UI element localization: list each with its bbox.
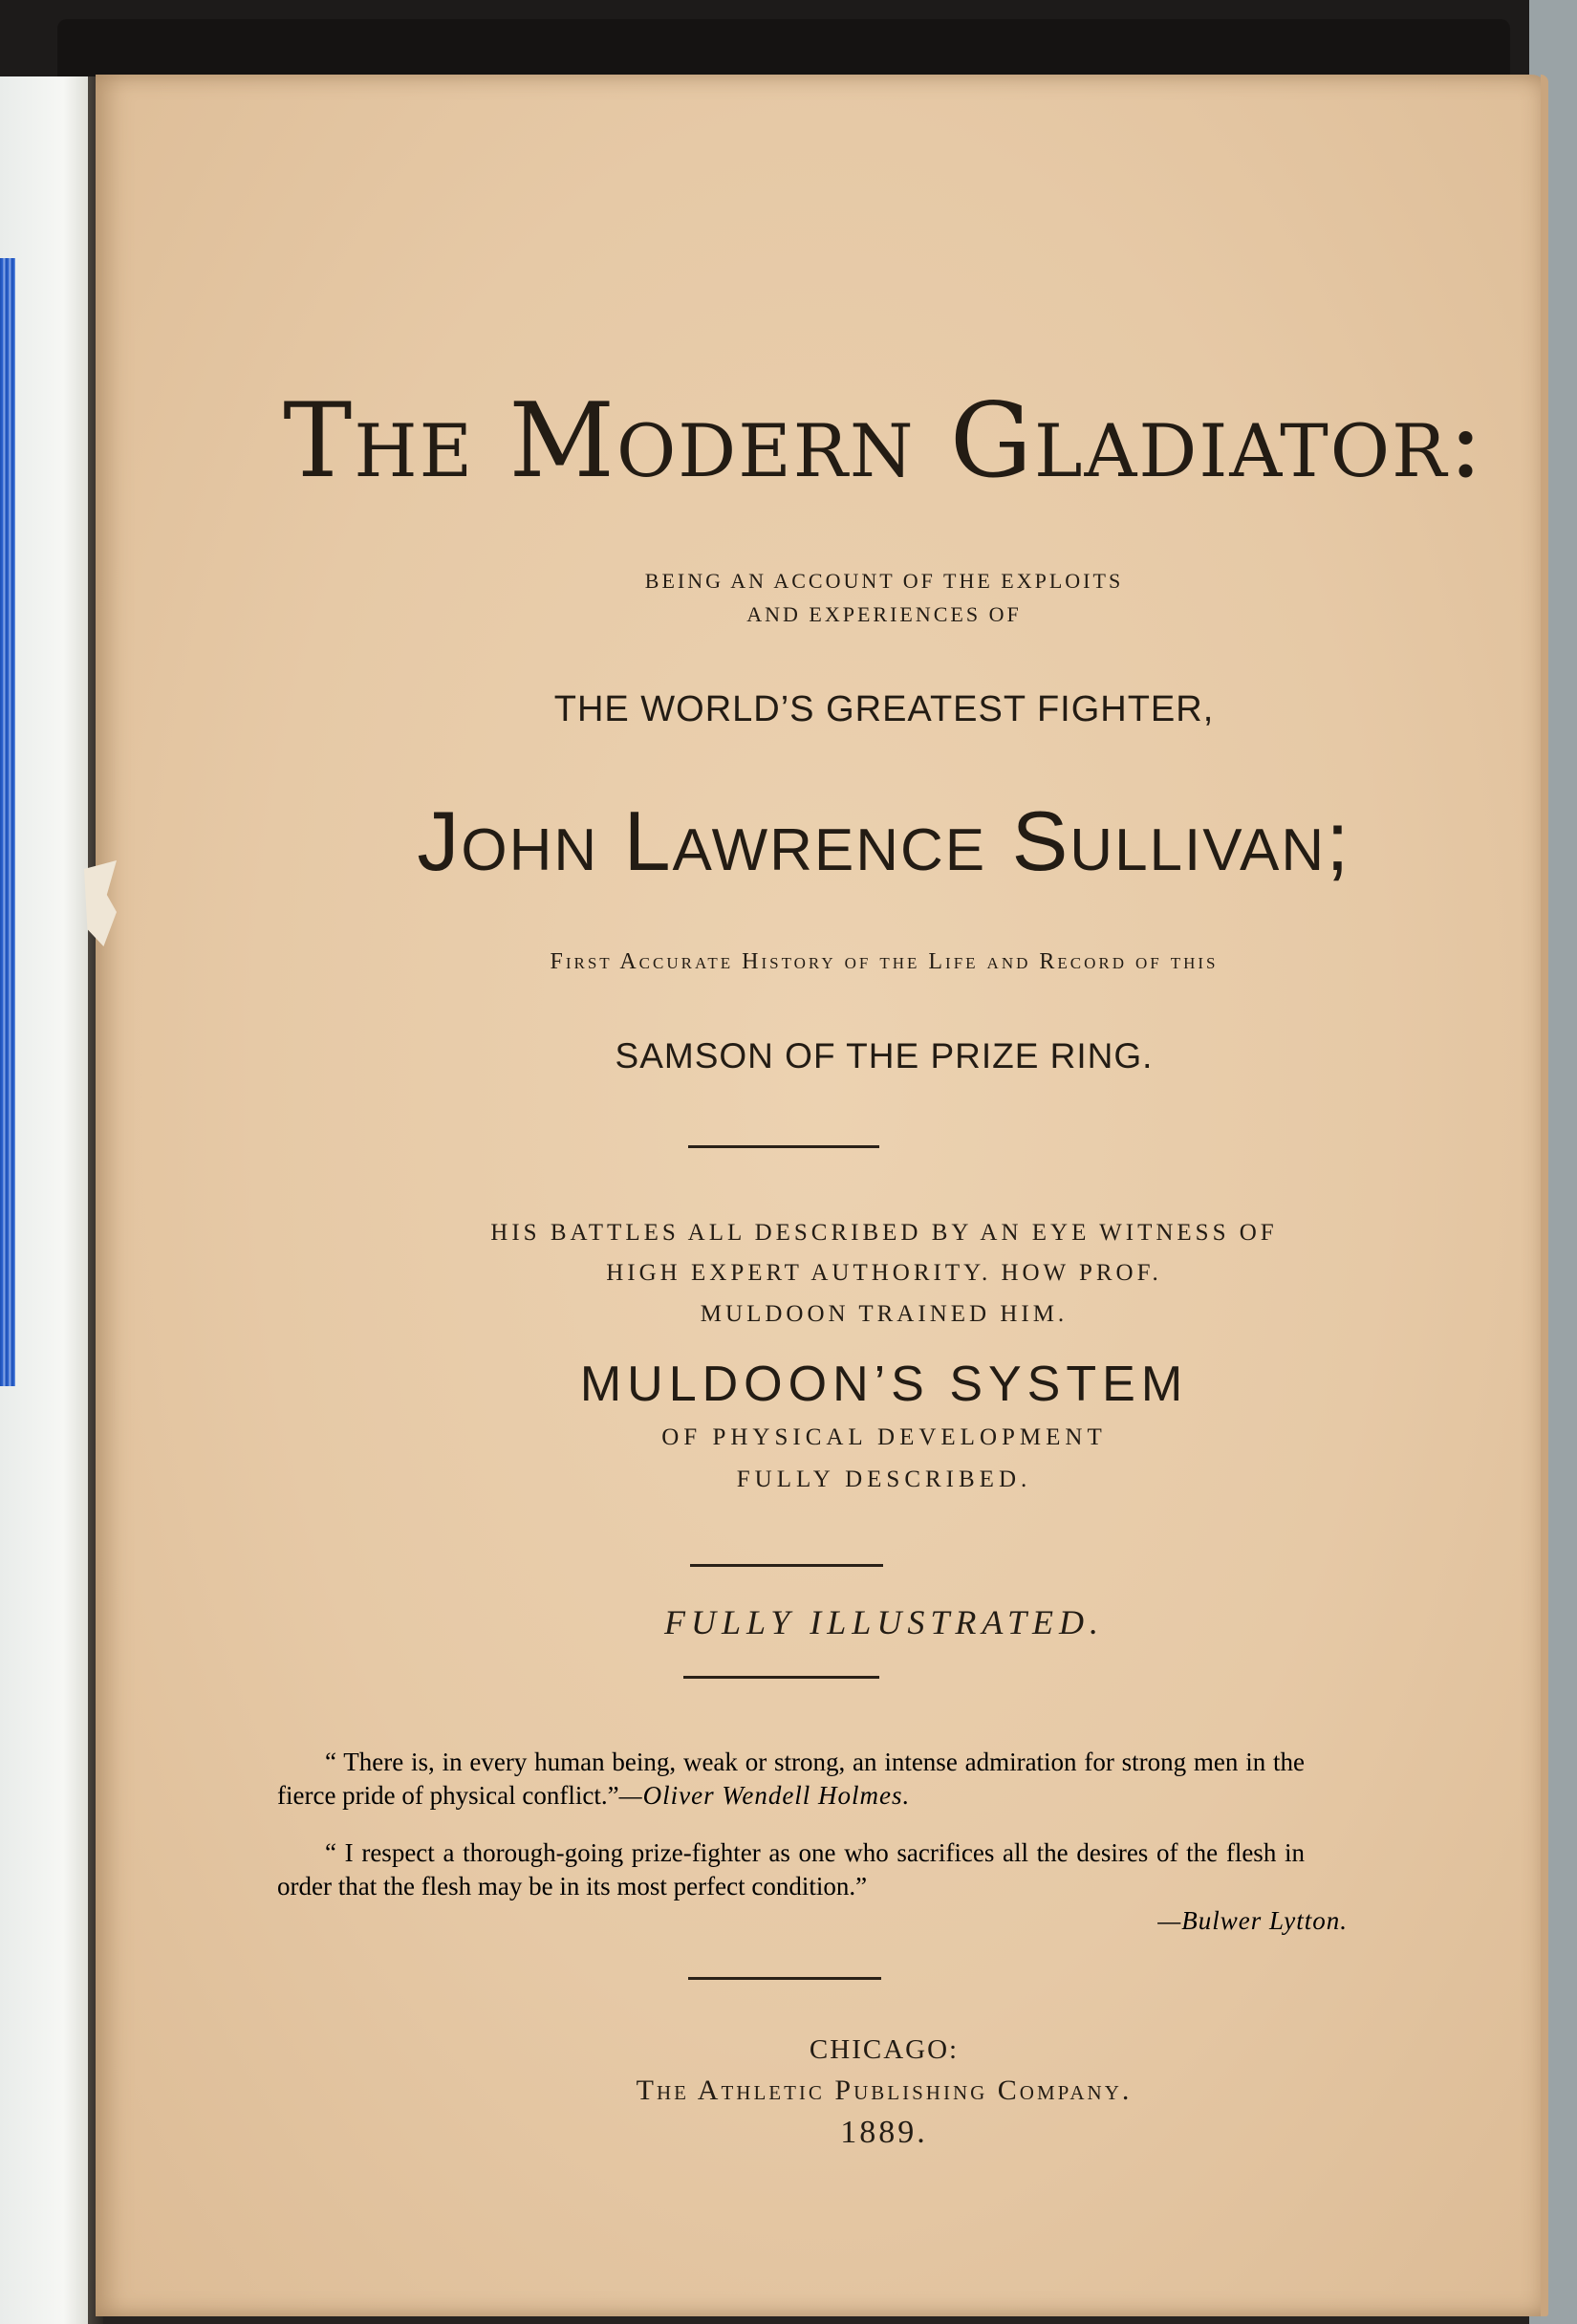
title-page (96, 75, 1548, 2316)
quote-text: “ There is, in every human being, weak or strong, an intense admiration for strong men in the fierce pride of physical conflict.” (277, 1748, 1305, 1810)
divider-rule (683, 1676, 879, 1679)
battles-line-3: MULDOON TRAINED HIM. (700, 1301, 1069, 1327)
fighter-line: THE WORLD’S GREATEST FIGHTER, (553, 689, 1215, 729)
battles-line-1: HIS BATTLES ALL DESCRIBED BY AN EYE WITNESS OF (490, 1220, 1278, 1246)
imprint-city: CHICAGO: (809, 2034, 960, 2065)
book-title: The Modern Gladiator: (283, 381, 1485, 501)
flyleaf-blue-pattern (0, 258, 15, 1386)
quote-author: —Bulwer Lytton. (1157, 1906, 1348, 1935)
samson-line: SAMSON OF THE PRIZE RING. (615, 1036, 1154, 1075)
imprint-year: 1889. (840, 2115, 928, 2150)
physical-line-2: FULLY DESCRIBED. (736, 1466, 1032, 1492)
divider-rule (688, 1977, 881, 1980)
quote-text: “ I respect a thorough-going prize-fighter as one who sacrifices all the desires of the flesh in order that the flesh may be in its most perfect condition.” (277, 1838, 1305, 1900)
epigraph-quote-1 (277, 1746, 1305, 1813)
subtitle-line-2: AND EXPERIENCES OF (746, 602, 1022, 626)
epigraph-quote-2 (277, 1836, 1305, 1903)
physical-line-1: OF PHYSICAL DEVELOPMENT (661, 1424, 1107, 1450)
illustrated-note: FULLY ILLUSTRATED. (663, 1603, 1105, 1641)
quote-author: —Oliver Wendell Holmes. (618, 1781, 911, 1810)
imprint-publisher: The Athletic Publishing Company. (636, 2074, 1133, 2106)
system-heading: MULDOON’S SYSTEM (579, 1357, 1189, 1412)
history-line: First Accurate History of the Life and Record of this (550, 949, 1219, 974)
divider-rule (690, 1564, 883, 1567)
subtitle-line-1: BEING AN ACCOUNT OF THE EXPLOITS (644, 569, 1124, 593)
battles-line-2: HIGH EXPERT AUTHORITY. HOW PROF. (606, 1260, 1162, 1286)
divider-rule (688, 1145, 879, 1148)
subject-name: John Lawrence Sullivan; (417, 793, 1351, 888)
